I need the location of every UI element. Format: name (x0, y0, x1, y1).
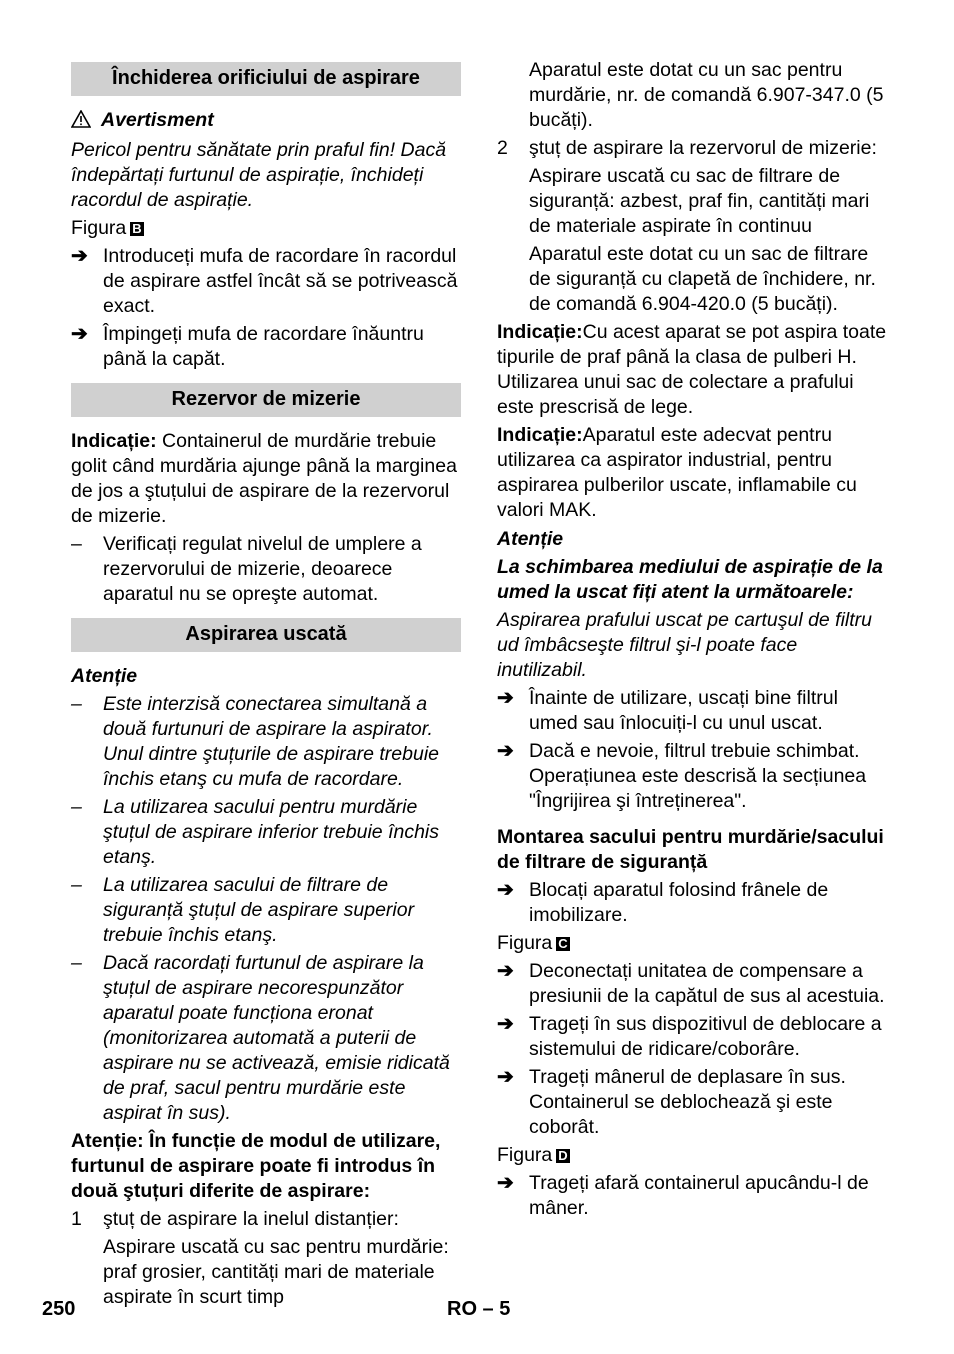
warning-text: Pericol pentru sănătate prin praful fin! Dacă îndepărtați furtunul de aspirație, închideți racordul de aspirație. (71, 139, 447, 211)
arrow-right-icon: ➔ (497, 1172, 514, 1194)
attention-item: Dacă racordați furtunul de aspirare la ştuțul de aspirare necorespunzător aparatul poate funcționa eronat (monitorizarea automată a puterii de aspirare nu se activează, emisie ridicată de praf, sacul pentru murdărie este aspirat în sus). (103, 952, 450, 1124)
numbered-text: ştuț de aspirare la inelul distanțier: (103, 1208, 399, 1230)
dash-bullet: – (71, 874, 82, 896)
step-text: Trageți afară containerul apucându-l de mâner. (529, 1172, 869, 1219)
step-text: Înainte de utilizare, uscați bine filtrul umed sau înlocuiți-l cu unul uscat. (529, 687, 838, 734)
arrow-right-icon: ➔ (497, 740, 514, 762)
numbered-text: ştuț de aspirare la rezervorul de mizerie: (529, 137, 877, 159)
list-item (497, 1012, 889, 1062)
numbered-subtext: Aspirare uscată cu sac de filtrare de siguranță: azbest, praf fin, cantități mari de materiale aspirate în continuu (529, 165, 870, 237)
dash-bullet: – (71, 796, 82, 818)
arrow-right-icon: ➔ (71, 245, 88, 267)
figure-label-text: Figura (497, 932, 553, 954)
section-heading-dry-vacuum: Aspirarea uscată (71, 618, 461, 652)
item-number: 1 (71, 1208, 82, 1230)
figure-label-text: Figura (497, 1144, 553, 1166)
step-text: Împingeți mufa de racordare înăuntru până la capăt. (103, 323, 424, 370)
step-text: Blocați aparatul folosind frânele de imobilizare. (529, 879, 829, 926)
arrow-right-icon: ➔ (497, 960, 514, 982)
numbered-item (71, 1207, 461, 1232)
attention-text: Aspirarea prafului uscat pe cartuşul de filtru ud îmbâcseşte filtrul şi-l poate face inutilizabil. (497, 609, 873, 681)
section-heading-dirt-tank: Rezervor de mizerie (71, 383, 461, 417)
arrow-right-icon: ➔ (497, 879, 514, 901)
section-marker: RO – 5 (447, 1298, 511, 1320)
attention-item: La utilizarea sacului de filtrare de siguranță ştuțul de aspirare superior trebuie închis etanş. (103, 874, 415, 946)
list-item (71, 951, 461, 1126)
note-label: Indicație: (71, 430, 157, 452)
attention-item: La utilizarea sacului pentru murdărie ştuțul de aspirare inferior trebuie închis etanş. (103, 796, 440, 868)
list-item (71, 322, 461, 372)
attention-heading: Atenție (497, 528, 564, 550)
note-text: Containerul de murdărie trebuie golit când murdăria ajunge până la marginea de jos a ştuțului de aspirare de la rezervorul de mizerie. (71, 430, 457, 527)
list-item (497, 739, 889, 814)
numbered-item (497, 136, 889, 161)
arrow-right-icon: ➔ (497, 1066, 514, 1088)
numbered-subtext: Aspirare uscată cu sac pentru murdărie: praf grosier, cantități mari de materiale aspirate în scurt timp (103, 1236, 449, 1308)
warning-heading (71, 108, 461, 135)
section-heading-suction-closing: Închiderea orificiului de aspirare (71, 62, 461, 96)
numbered-subtext: Aparatul este dotat cu un sac pentru murdărie, nr. de comandă 6.907-347.0 (5 bucăți). (529, 59, 884, 131)
dash-bullet: – (71, 693, 82, 715)
list-item (497, 1171, 889, 1221)
note-label: Indicație: (497, 424, 583, 446)
attention-bold-paragraph: Atenție: În funcție de modul de utilizare, furtunul de aspirare poate fi introdus în două ştuțuri diferite de aspirare: (71, 1130, 441, 1202)
note-label: Indicație: (497, 321, 583, 343)
item-number: 2 (497, 137, 508, 159)
dash-text: Verificați regulat nivelul de umplere a rezervorului de mizerie, deoarece aparatul nu se opreşte automat. (103, 533, 422, 605)
step-text: Trageți în sus dispozitivul de deblocare a sistemului de ridicare/coborâre. (529, 1013, 882, 1060)
arrow-right-icon: ➔ (71, 323, 88, 345)
arrow-right-icon: ➔ (497, 687, 514, 709)
list-item (71, 692, 461, 792)
note-text: Cu acest aparat se pot aspira toate tipurile de praf până la clasa de pulberi H. Utilizarea unui sac de colectare a prafului este prescrisă de lege. (497, 321, 887, 418)
right-column (497, 58, 889, 1224)
dash-bullet: – (71, 952, 82, 974)
step-text: Deconectați unitatea de compensare a presiunii de la capătul de sus al acestuia. (529, 960, 885, 1007)
figure-ref-c (497, 931, 889, 956)
note-paragraph (71, 429, 461, 529)
step-text: Dacă e nevoie, filtrul trebuie schimbat. Operațiunea este descrisă la secțiunea "Îngrijirea şi întreținerea". (529, 740, 867, 812)
list-item (71, 532, 461, 607)
page-number: 250 (42, 1298, 76, 1320)
attention-item: Este interzisă conectarea simultană a două furtunuri de aspirare la aspirator. Unul dintre ştuțurile de aspirare trebuie închis etanş cu mufa de racordare. (103, 693, 440, 790)
list-item (71, 795, 461, 870)
figure-c-badge: C (558, 936, 568, 951)
figure-ref-d (497, 1143, 889, 1168)
step-text: Introduceți mufa de racordare în racordul de aspirare astfel încât să se potrivească exact. (103, 245, 458, 317)
figure-ref-b (71, 216, 461, 241)
list-item (497, 686, 889, 736)
note-paragraph (497, 320, 889, 420)
warning-title: Avertisment (101, 109, 214, 131)
subheading-bag-mounting: Montarea sacului pentru murdărie/sacului de filtrare de siguranță (497, 826, 884, 873)
left-column (71, 62, 461, 1313)
list-item (497, 878, 889, 928)
figure-label-text: Figura (71, 217, 127, 239)
dash-bullet: – (71, 533, 82, 555)
list-item (497, 959, 889, 1009)
arrow-right-icon: ➔ (497, 1013, 514, 1035)
list-item (71, 244, 461, 319)
figure-d-badge: D (558, 1148, 568, 1163)
attention-bold-text: La schimbarea mediului de aspirație de la umed la uscat fiți atent la următoarele: (497, 556, 883, 603)
numbered-subtext: Aparatul este dotat cu un sac de filtrare de siguranță cu clapetă de închidere, nr. de comandă 6.904-420.0 (5 bucăți). (529, 243, 876, 315)
step-text: Trageți mânerul de deplasare în sus. Containerul se deblochează şi este coborât. (529, 1066, 846, 1138)
attention-heading: Atenție (71, 665, 138, 687)
note-paragraph (497, 423, 889, 523)
list-item (497, 1065, 889, 1140)
warning-triangle-icon (71, 110, 93, 135)
list-item (71, 873, 461, 948)
note-text: Aparatul este adecvat pentru utilizarea ca aspirator industrial, pentru aspirarea pulberilor uscate, inflamabile cu valori MAK. (497, 424, 857, 521)
figure-b-badge: B (132, 221, 142, 236)
